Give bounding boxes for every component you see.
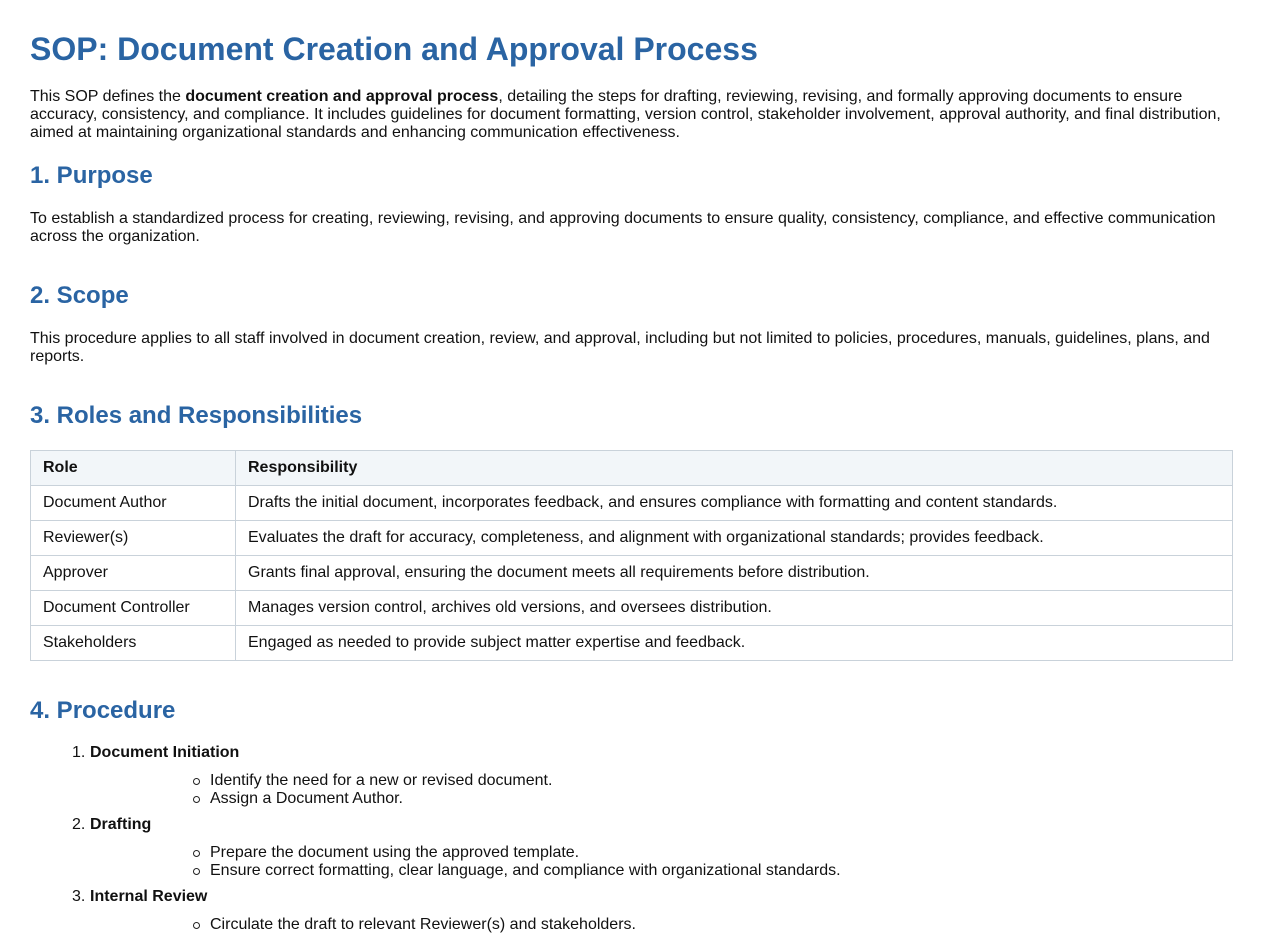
table-header-row: [31, 451, 1233, 486]
circle-bullet-icon: [193, 778, 200, 785]
procedure-heading: 4. Procedure: [30, 697, 176, 724]
role-cell: Approver: [31, 556, 236, 591]
responsibility-cell: Drafts the initial document, incorporates feedback, and ensures compliance with formatting and content standards.: [236, 486, 1233, 521]
role-cell: Stakeholders: [31, 626, 236, 661]
step-substeps: [90, 844, 1235, 880]
intro-paragraph: [30, 88, 1235, 142]
list-item: [90, 772, 1235, 790]
responsibility-cell: Engaged as needed to provide subject matter expertise and feedback.: [236, 626, 1233, 661]
column-header-responsibility: Responsibility: [236, 451, 1233, 486]
procedure-list: [30, 744, 1235, 942]
list-item: [90, 916, 1235, 934]
roles-table: [30, 450, 1233, 661]
list-item: [90, 790, 1235, 808]
list-item: [90, 862, 1235, 880]
procedure-step: [30, 888, 1235, 934]
procedure-step: [30, 744, 1235, 808]
step-number: 1.: [72, 744, 86, 761]
responsibility-cell: Evaluates the draft for accuracy, completeness, and alignment with organizational standards; provides feedback.: [236, 521, 1233, 556]
step-number: 3.: [72, 888, 86, 905]
procedure-step: [30, 816, 1235, 880]
step-title: Document Initiation: [90, 744, 240, 761]
step-substeps: [90, 916, 1235, 934]
step-substeps: [90, 772, 1235, 808]
table-row: [31, 521, 1233, 556]
table-row: [31, 486, 1233, 521]
role-cell: Reviewer(s): [31, 521, 236, 556]
intro-suffix: , detailing the steps for drafting, reviewing, revising, and formally approving documents to ensure accuracy, consistency, and compliance. It includes guidelines for document formatting, version control, stakeholder involvement, approval authority, and final distribution, aimed at maintaining organizational standards and enhancing communication effectiveness.: [30, 88, 1221, 141]
role-cell: Document Controller: [31, 591, 236, 626]
intro-prefix: This SOP defines the: [30, 88, 186, 105]
table-row: [31, 556, 1233, 591]
step-number: 2.: [72, 816, 86, 833]
roles-heading: 3. Roles and Responsibilities: [30, 402, 363, 429]
list-item: [90, 844, 1235, 862]
list-item-text: Assign a Document Author.: [210, 790, 403, 807]
scope-text: This procedure applies to all staff involved in document creation, review, and approval, including but not limited to policies, procedures, manuals, guidelines, plans, and reports.: [30, 330, 1210, 365]
table-row: [31, 626, 1233, 661]
intro-bold: document creation and approval process: [185, 88, 499, 105]
role-cell: Document Author: [31, 486, 236, 521]
circle-bullet-icon: [193, 850, 200, 857]
step-title: Drafting: [90, 816, 152, 833]
purpose-text: To establish a standardized process for creating, reviewing, revising, and approving documents to ensure quality, consistency, compliance, and effective communication across the organization.: [30, 210, 1216, 245]
responsibility-cell: Manages version control, archives old versions, and oversees distribution.: [236, 591, 1233, 626]
list-item-text: Circulate the draft to relevant Reviewer(s) and stakeholders.: [210, 916, 636, 933]
table-row: [31, 591, 1233, 626]
circle-bullet-icon: [193, 868, 200, 875]
step-title: Internal Review: [90, 888, 208, 905]
column-header-role: Role: [31, 451, 236, 486]
scope-heading: 2. Scope: [30, 282, 129, 309]
purpose-heading: 1. Purpose: [30, 162, 153, 189]
list-item-text: Identify the need for a new or revised document.: [210, 772, 553, 789]
responsibility-cell: Grants final approval, ensuring the document meets all requirements before distribution.: [236, 556, 1233, 591]
page-title: SOP: Document Creation and Approval Process: [30, 31, 758, 67]
list-item-text: Ensure correct formatting, clear language, and compliance with organizational standards.: [210, 862, 841, 879]
circle-bullet-icon: [193, 796, 200, 803]
list-item-text: Prepare the document using the approved template.: [210, 844, 580, 861]
